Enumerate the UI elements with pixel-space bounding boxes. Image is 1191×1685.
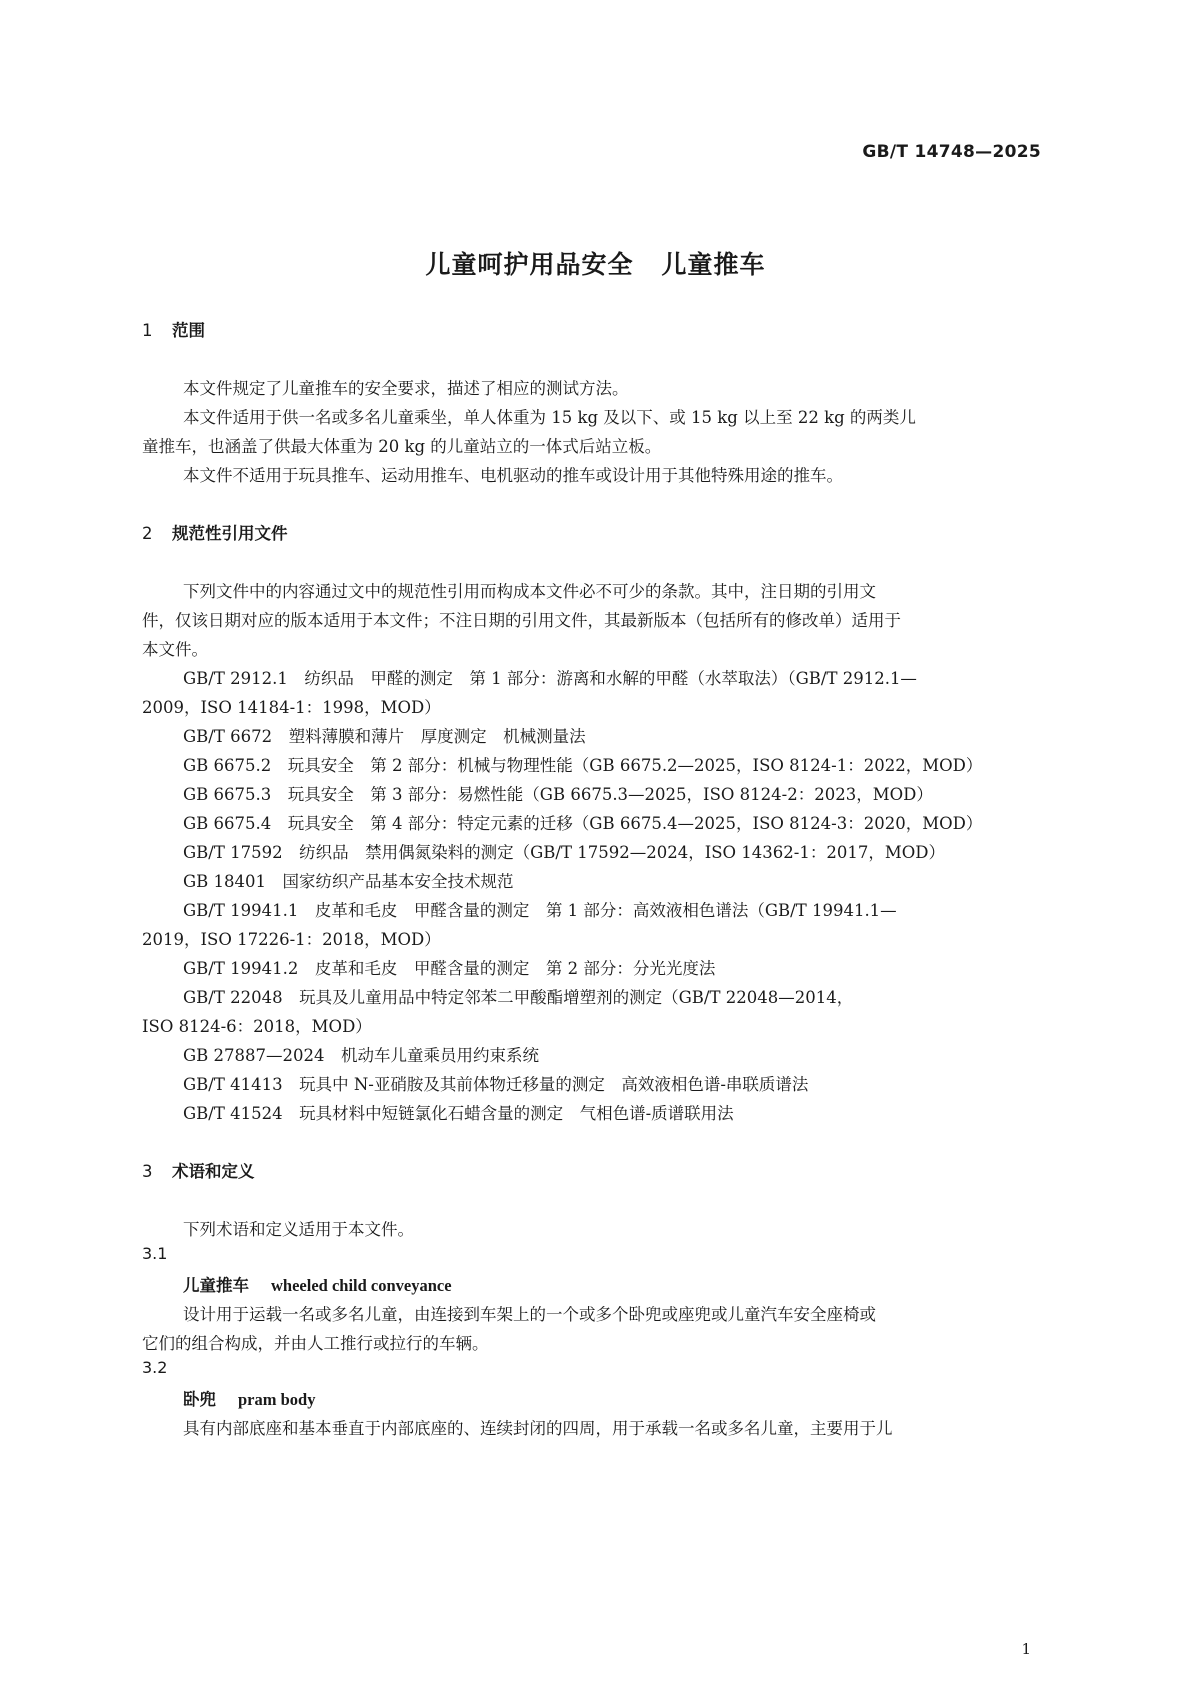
title-part-1: 儿童呵护用品安全 — [425, 250, 634, 279]
term-definition-line-2: 它们的组合构成，并由人工推行或拉行的车辆。 — [142, 1334, 489, 1353]
refs-intro-line-3: 本文件。 — [142, 640, 208, 659]
reference-item: GB/T 41413 玩具中 N-亚硝胺及其前体物迁移量的测定 高效液相色谱-串联质谱法 — [183, 1075, 809, 1094]
reference-item: GB/T 6672 塑料薄膜和薄片 厚度测定 机械测量法 — [183, 727, 586, 746]
title-part-2: 儿童推车 — [661, 250, 766, 279]
section-number: 2 — [142, 524, 153, 543]
reference-item: GB/T 41524 玩具材料中短链氯化石蜡含量的测定 气相色谱-质谱联用法 — [183, 1104, 734, 1123]
term-name-english: pram body — [238, 1390, 316, 1409]
section-number: 3 — [142, 1162, 153, 1181]
term-number: 3.2 — [142, 1358, 168, 1377]
page-title — [0, 245, 1191, 281]
term-number: 3.1 — [142, 1244, 168, 1263]
refs-intro-line-2: 件，仅该日期对应的版本适用于本文件；不注日期的引用文件，其最新版本（包括所有的修改单）适用于 — [142, 611, 901, 630]
reference-item: GB/T 2912.1 纺织品 甲醛的测定 第 1 部分：游离和水解的甲醛（水萃取法）（GB/T 2912.1— — [183, 669, 917, 688]
reference-item-continued: 2019，ISO 17226-1：2018，MOD） — [142, 930, 441, 949]
reference-item: GB/T 22048 玩具及儿童用品中特定邻苯二甲酸酯增塑剂的测定（GB/T 22048—2014， — [183, 988, 854, 1007]
scope-paragraph-3: 本文件不适用于玩具推车、运动用推车、电机驱动的推车或设计用于其他特殊用途的推车。 — [183, 466, 843, 485]
term-definition-line-1: 具有内部底座和基本垂直于内部底座的、连续封闭的四周，用于承载一名或多名儿童，主要用于儿 — [183, 1419, 893, 1438]
reference-item: GB/T 17592 纺织品 禁用偶氮染料的测定（GB/T 17592—2024，ISO 14362-1：2017，MOD） — [183, 843, 945, 862]
reference-item-continued: ISO 8124-6：2018，MOD） — [142, 1017, 372, 1036]
term-name — [183, 1386, 315, 1410]
section-3-heading — [142, 1158, 255, 1182]
term-name — [183, 1272, 452, 1296]
term-definition-line-1: 设计用于运载一名或多名儿童，由连接到车架上的一个或多个卧兜或座兜或儿童汽车安全座椅或 — [183, 1305, 876, 1324]
term-name-chinese: 卧兜 — [183, 1390, 216, 1409]
section-title: 范围 — [172, 321, 205, 340]
reference-item: GB 6675.3 玩具安全 第 3 部分：易燃性能（GB 6675.3—2025，ISO 8124-2：2023，MOD） — [183, 785, 933, 804]
reference-item: GB/T 19941.1 皮革和毛皮 甲醛含量的测定 第 1 部分：高效液相色谱法（GB/T 19941.1— — [183, 901, 897, 920]
reference-item: GB 6675.2 玩具安全 第 2 部分：机械与物理性能（GB 6675.2—2025，ISO 8124-1：2022，MOD） — [183, 756, 983, 775]
reference-item: GB/T 19941.2 皮革和毛皮 甲醛含量的测定 第 2 部分：分光光度法 — [183, 959, 716, 978]
scope-paragraph-1: 本文件规定了儿童推车的安全要求，描述了相应的测试方法。 — [183, 379, 629, 398]
term-name-english: wheeled child conveyance — [271, 1276, 452, 1295]
reference-item: GB 18401 国家纺织产品基本安全技术规范 — [183, 872, 514, 891]
page-number: 1 — [1021, 1640, 1031, 1658]
standard-id: GB/T 14748—2025 — [862, 142, 1041, 162]
reference-item-continued: 2009，ISO 14184-1：1998，MOD） — [142, 698, 441, 717]
section-1-heading — [142, 317, 205, 341]
scope-paragraph-2-line-2: 童推车，也涵盖了供最大体重为 20 kg 的儿童站立的一体式后站立板。 — [142, 437, 662, 456]
terms-intro: 下列术语和定义适用于本文件。 — [183, 1220, 414, 1239]
refs-intro-line-1: 下列文件中的内容通过文中的规范性引用而构成本文件必不可少的条款。其中，注日期的引用文 — [183, 582, 876, 601]
reference-item: GB 27887—2024 机动车儿童乘员用约束系统 — [183, 1046, 540, 1065]
section-title: 术语和定义 — [172, 1162, 255, 1181]
section-2-heading — [142, 520, 288, 544]
scope-paragraph-2-line-1: 本文件适用于供一名或多名儿童乘坐，单人体重为 15 kg 及以下、或 15 kg 以上至 22 kg 的两类儿 — [183, 408, 916, 427]
section-title: 规范性引用文件 — [172, 524, 288, 543]
term-name-chinese: 儿童推车 — [183, 1276, 249, 1295]
section-number: 1 — [142, 321, 153, 340]
reference-item: GB 6675.4 玩具安全 第 4 部分：特定元素的迁移（GB 6675.4—2025，ISO 8124-3：2020，MOD） — [183, 814, 983, 833]
